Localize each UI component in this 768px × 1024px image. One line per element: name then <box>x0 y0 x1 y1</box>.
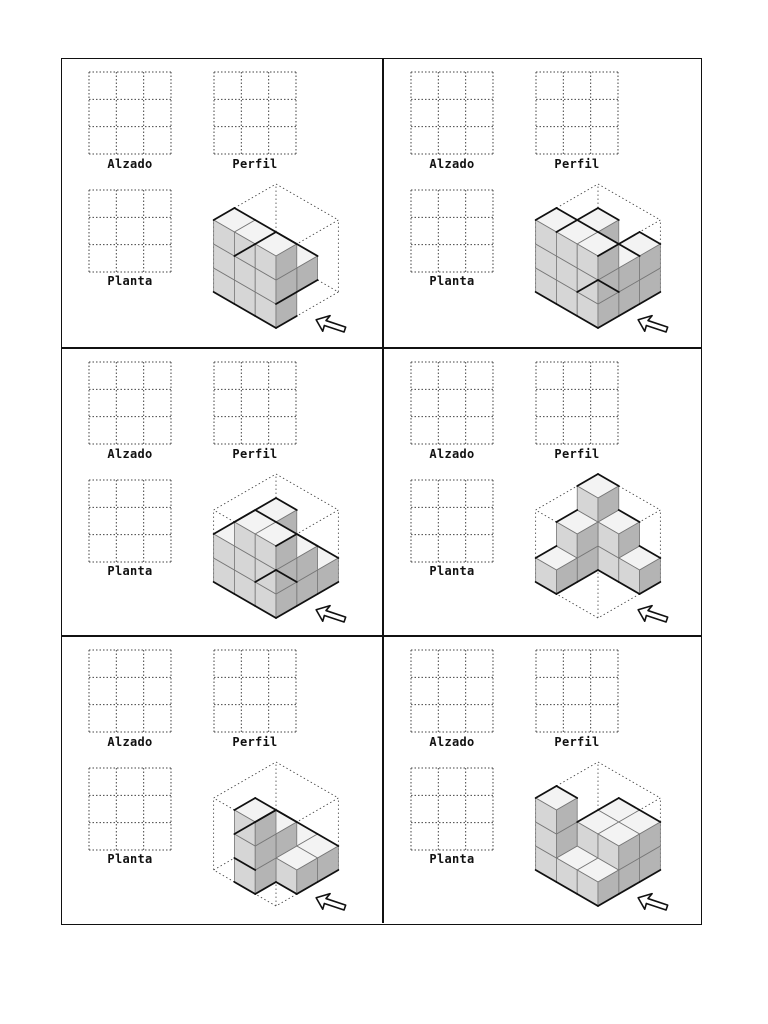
view-direction-arrow-icon <box>638 606 668 622</box>
planta-label: Planta <box>107 274 153 288</box>
planta-grid <box>410 479 494 563</box>
planta-label: Planta <box>107 852 153 866</box>
perfil-grid <box>213 361 297 445</box>
perfil-grid <box>535 361 619 445</box>
view-direction-arrow-icon <box>316 894 346 910</box>
perfil-grid <box>213 71 297 155</box>
reference-box-edge <box>276 184 338 220</box>
exercise-panel-6 <box>382 635 702 923</box>
reference-box-edge <box>276 762 338 798</box>
exercise-panel-2 <box>382 59 702 347</box>
perfil-label: Perfil <box>554 157 600 171</box>
alzado-label: Alzado <box>107 447 153 461</box>
view-direction-arrow-icon <box>638 316 668 332</box>
perfil-grid <box>535 71 619 155</box>
isometric-piece <box>518 752 678 922</box>
alzado-label: Alzado <box>429 735 475 749</box>
alzado-label: Alzado <box>429 447 475 461</box>
planta-label: Planta <box>429 564 475 578</box>
perfil-label: Perfil <box>554 735 600 749</box>
reference-box-edge <box>214 762 276 798</box>
perfil-grid <box>535 649 619 733</box>
planta-grid <box>410 767 494 851</box>
perfil-label: Perfil <box>232 157 278 171</box>
view-direction-arrow-icon <box>316 316 346 332</box>
isometric-piece <box>196 174 356 344</box>
alzado-grid <box>88 71 172 155</box>
perfil-label: Perfil <box>232 447 278 461</box>
planta-label: Planta <box>429 852 475 866</box>
reference-box-edge <box>598 762 660 798</box>
planta-grid <box>88 479 172 563</box>
exercise-panel-4 <box>382 347 702 635</box>
isometric-piece <box>196 752 356 922</box>
planta-label: Planta <box>429 274 475 288</box>
isometric-piece <box>518 464 678 634</box>
exercise-sheet <box>61 58 702 925</box>
planta-grid <box>88 767 172 851</box>
planta-grid <box>410 189 494 273</box>
alzado-label: Alzado <box>429 157 475 171</box>
alzado-grid <box>410 649 494 733</box>
perfil-label: Perfil <box>554 447 600 461</box>
alzado-grid <box>88 649 172 733</box>
planta-grid <box>88 189 172 273</box>
alzado-label: Alzado <box>107 735 153 749</box>
exercise-panel-3 <box>62 347 382 635</box>
perfil-label: Perfil <box>232 735 278 749</box>
alzado-grid <box>410 71 494 155</box>
alzado-grid <box>88 361 172 445</box>
exercise-panel-5 <box>62 635 382 923</box>
isometric-piece <box>196 464 356 634</box>
view-direction-arrow-icon <box>638 894 668 910</box>
perfil-grid <box>213 649 297 733</box>
alzado-label: Alzado <box>107 157 153 171</box>
isometric-piece <box>518 174 678 344</box>
alzado-grid <box>410 361 494 445</box>
exercise-panel-1 <box>62 59 382 347</box>
planta-label: Planta <box>107 564 153 578</box>
view-direction-arrow-icon <box>316 606 346 622</box>
